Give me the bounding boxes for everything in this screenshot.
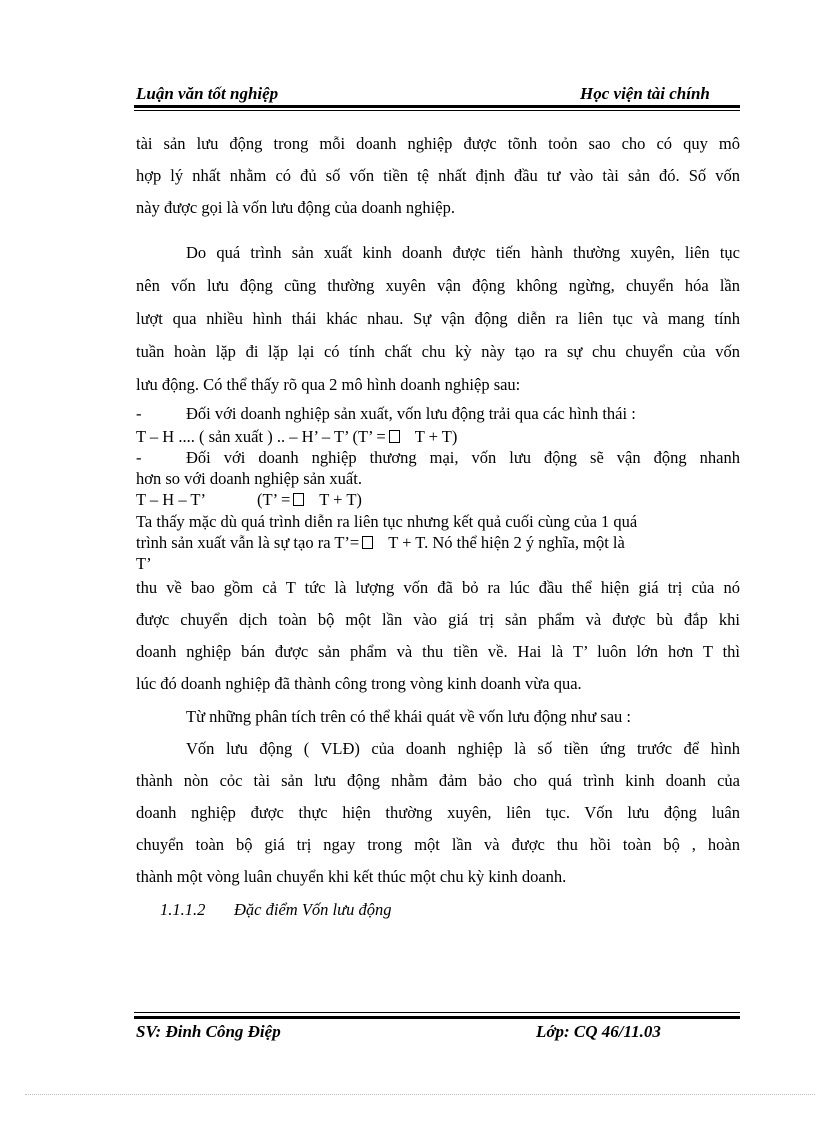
formula-text: (T’ = — [257, 490, 291, 509]
body-line: lưu động. Có thể thấy rõ qua 2 mô hình doanh nghiệp sau: — [136, 375, 521, 394]
body-line: Ta thấy mặc dù quá trình diễn ra liên tục nhưng kết quả cuối cùng của 1 quá — [136, 512, 638, 531]
missing-glyph-icon — [293, 493, 304, 506]
section-number: 1.1.1.2 — [160, 900, 206, 919]
body-line: nên vốn lưu động cũng thường xuyên vận động không ngừng, chuyển hóa lần — [136, 276, 740, 295]
body-line: doanh nghiệp được thực hiện thường xuyên, liên tục. Vốn lưu động luân — [136, 803, 740, 822]
section-heading — [160, 900, 391, 920]
bullet-marker: - — [136, 448, 142, 467]
missing-glyph-icon — [362, 536, 373, 549]
footer-class: Lớp: CQ 46/11.03 — [536, 1022, 661, 1041]
bullet-marker: - — [136, 404, 142, 423]
header-title-right: Học viện tài chính — [580, 84, 710, 103]
body-line: Do quá trình sản xuất kinh doanh được tiến hành thường xuyên, liên tục — [186, 243, 740, 262]
body-line: lúc đó doanh nghiệp đã thành công trong vòng kinh doanh vừa qua. — [136, 674, 582, 693]
footer-student: SV: Đinh Công Điệp — [136, 1022, 281, 1041]
formula-text: T + T) — [414, 427, 458, 446]
missing-glyph-icon — [389, 430, 400, 443]
body-line: chuyển toàn bộ giá trị ngay trong một lần và được thu hồi toàn bộ , hoàn — [136, 835, 740, 854]
body-line: T’ — [136, 554, 152, 573]
formula-text: T + T) — [319, 490, 362, 509]
formula-text: T – H – T’ — [136, 490, 206, 509]
body-line: tài sản lưu động trong mỗi doanh nghiệp được tõnh toỏn sao cho có quy mô — [136, 134, 740, 153]
body-line: Từ những phân tích trên có thể khái quát về vốn lưu động như sau : — [186, 707, 631, 726]
header-rule-thick — [134, 105, 740, 108]
body-line: doanh nghiệp bán được sản phẩm và thu tiền về. Hai là T’ luôn lớn hơn T thì — [136, 642, 740, 661]
section-title: Đặc điểm Vốn lưu động — [234, 900, 392, 919]
body-line: được chuyển dịch toàn bộ một lần vào giá trị sản phẩm và được bù đắp khi — [136, 610, 740, 629]
body-line: thu về bao gồm cả T tức là lượng vốn đã bỏ ra lúc đầu thể hiện giá trị của nó — [136, 578, 740, 597]
formula-line — [136, 427, 457, 447]
body-line: này được gọi là vốn lưu động của doanh nghiệp. — [136, 198, 455, 217]
formula-text: T – H .... ( sản xuất ) .. – H’ – T’ (T’ = — [136, 427, 386, 446]
page-edge-dotted-line — [25, 1094, 815, 1095]
body-line: hợp lý nhất nhằm có đủ số vốn tiền tệ nhất định đầu tư vào tài sản đó. Số vốn — [136, 166, 740, 185]
bullet-item — [136, 404, 636, 424]
body-line: Vốn lưu động ( VLĐ) của doanh nghiệp là số tiền ứng trước để hình — [186, 739, 740, 758]
formula-text: trình sản xuất vẫn là sự tạo ra T’= — [136, 533, 360, 552]
body-line: thành nòn cỏc tài sản lưu động nhằm đảm bảo cho quá trình kinh doanh của — [136, 771, 740, 790]
formula-line — [136, 490, 362, 510]
formula-text: T + T. Nó thể hiện 2 ý nghĩa, một là — [388, 533, 625, 552]
footer-rule-thin — [134, 1012, 740, 1013]
bullet-item — [136, 448, 740, 468]
header-title-left: Luận văn tốt nghiệp — [136, 84, 279, 103]
footer-rule-thick — [134, 1016, 740, 1019]
body-line: thành một vòng luân chuyển khi kết thúc một chu kỳ kinh doanh. — [136, 867, 567, 886]
bullet-text: Đối với doanh nghiệp thương mại, vốn lưu động sẽ vận động nhanh — [186, 448, 740, 467]
body-line: hơn so với doanh nghiệp sản xuất. — [136, 469, 362, 488]
header-rule-thin — [134, 110, 740, 111]
body-line: lượt qua nhiều hình thái khác nhau. Sự vận động diễn ra liên tục và mang tính — [136, 309, 740, 328]
body-line: tuần hoàn lặp đi lặp lại có tính chất chu kỳ này tạo ra sự chu chuyển của vốn — [136, 342, 740, 361]
bullet-text: Đối với doanh nghiệp sản xuất, vốn lưu động trải qua các hình thái : — [186, 404, 636, 423]
formula-line — [136, 533, 625, 553]
